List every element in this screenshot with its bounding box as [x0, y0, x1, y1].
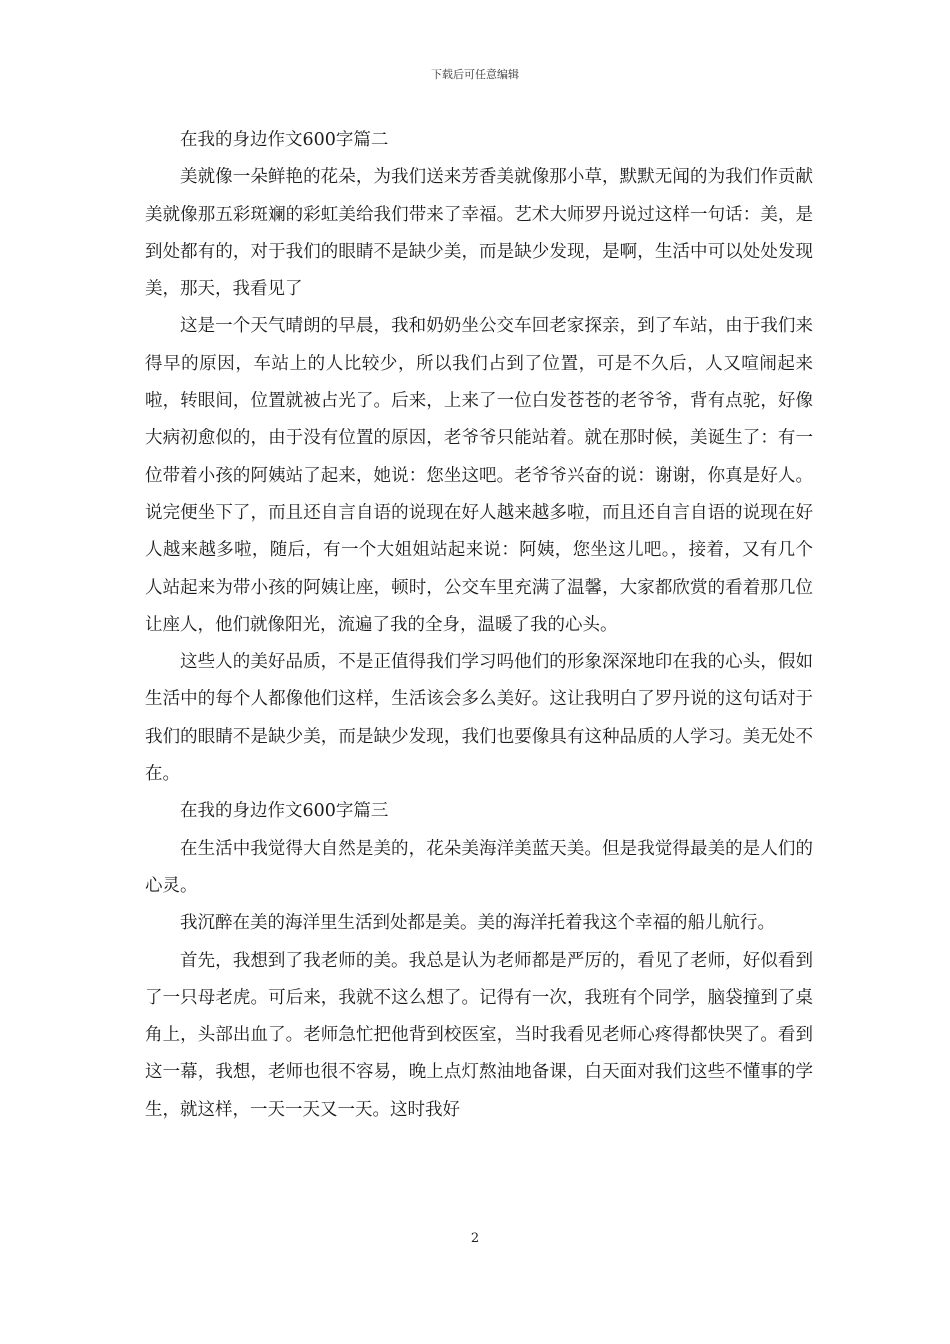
section-heading: 在我的身边作文600字篇三 [180, 801, 389, 822]
paragraph: 在生活中我觉得大自然是美的，花朵美海洋美蓝天美。但是我觉得最美的是人们的心灵。 [145, 838, 813, 896]
document-body [145, 122, 813, 1129]
paragraph: 这些人的美好品质，不是正值得我们学习吗他们的形象深深地印在我的心头，假如生活中的每个人都像他们这样，生活该会多么美好。这让我明白了罗丹说的这句话对于我们的眼睛不是缺少美，而是缺少发现，我们也要像具有这种品质的人学习。美无处不在。 [145, 652, 813, 785]
paragraph: 这是一个天气晴朗的早晨，我和奶奶坐公交车回老家探亲，到了车站，由于我们来得早的原因，车站上的人比较少，所以我们占到了位置，可是不久后，人又喧闹起来啦，转眼间，位置就被占光了。后来，上来了一位白发苍苍的老爷爷，背有点驼，好像大病初愈似的，由于没有位置的原因，老爷爷只能站着。就在那时候，美诞生了：有一位带着小孩的阿姨站了起来，她说：您坐这吧。老爷爷兴奋的说：谢谢，你真是好人。说完便坐下了，而且还自言自语的说现在好人越来越多啦，而且还自言自语的说现在好人越来越多啦，随后，有一个大姐姐站起来说：阿姨，您坐这儿吧。，接着，又有几个人站起来为带小孩的阿姨让座，顿时，公交车里充满了温馨，大家都欣赏的看着那几位让座人，他们就像阳光，流遍了我的全身，温暖了我的心头。 [145, 316, 813, 635]
page-number: 2 [470, 1231, 480, 1246]
paragraph: 我沉醉在美的海洋里生活到处都是美。美的海洋托着我这个幸福的船儿航行。 [180, 913, 775, 934]
section-heading: 在我的身边作文600字篇二 [180, 130, 389, 150]
paragraph: 首先，我想到了我老师的美。我总是认为老师都是严厉的，看见了老师，好似看到了一只母老虎。可后来，我就不这么想了。记得有一次，我班有个同学，脑袋撞到了桌角上，头部出血了。老师急忙把他背到校医室，当时我看见老师心疼得都快哭了。看到这一幕，我想，老师也很不容易，晚上点灯熬油地备课，白天面对我们这些不懂事的学生，就这样，一天一天又一天。这时我好 [145, 950, 813, 1120]
page-header: 下载后可任意编辑 [431, 68, 519, 81]
paragraph: 美就像一朵鲜艳的花朵，为我们送来芳香美就像那小草，默默无闻的为我们作贡献美就像那五彩斑斓的彩虹美给我们带来了幸福。艺术大师罗丹说过这样一句话：美，是到处都有的，对于我们的眼睛不是缺少美，而是缺少发现，是啊，生活中可以处处发现美，那天，我看见了 [145, 167, 813, 300]
